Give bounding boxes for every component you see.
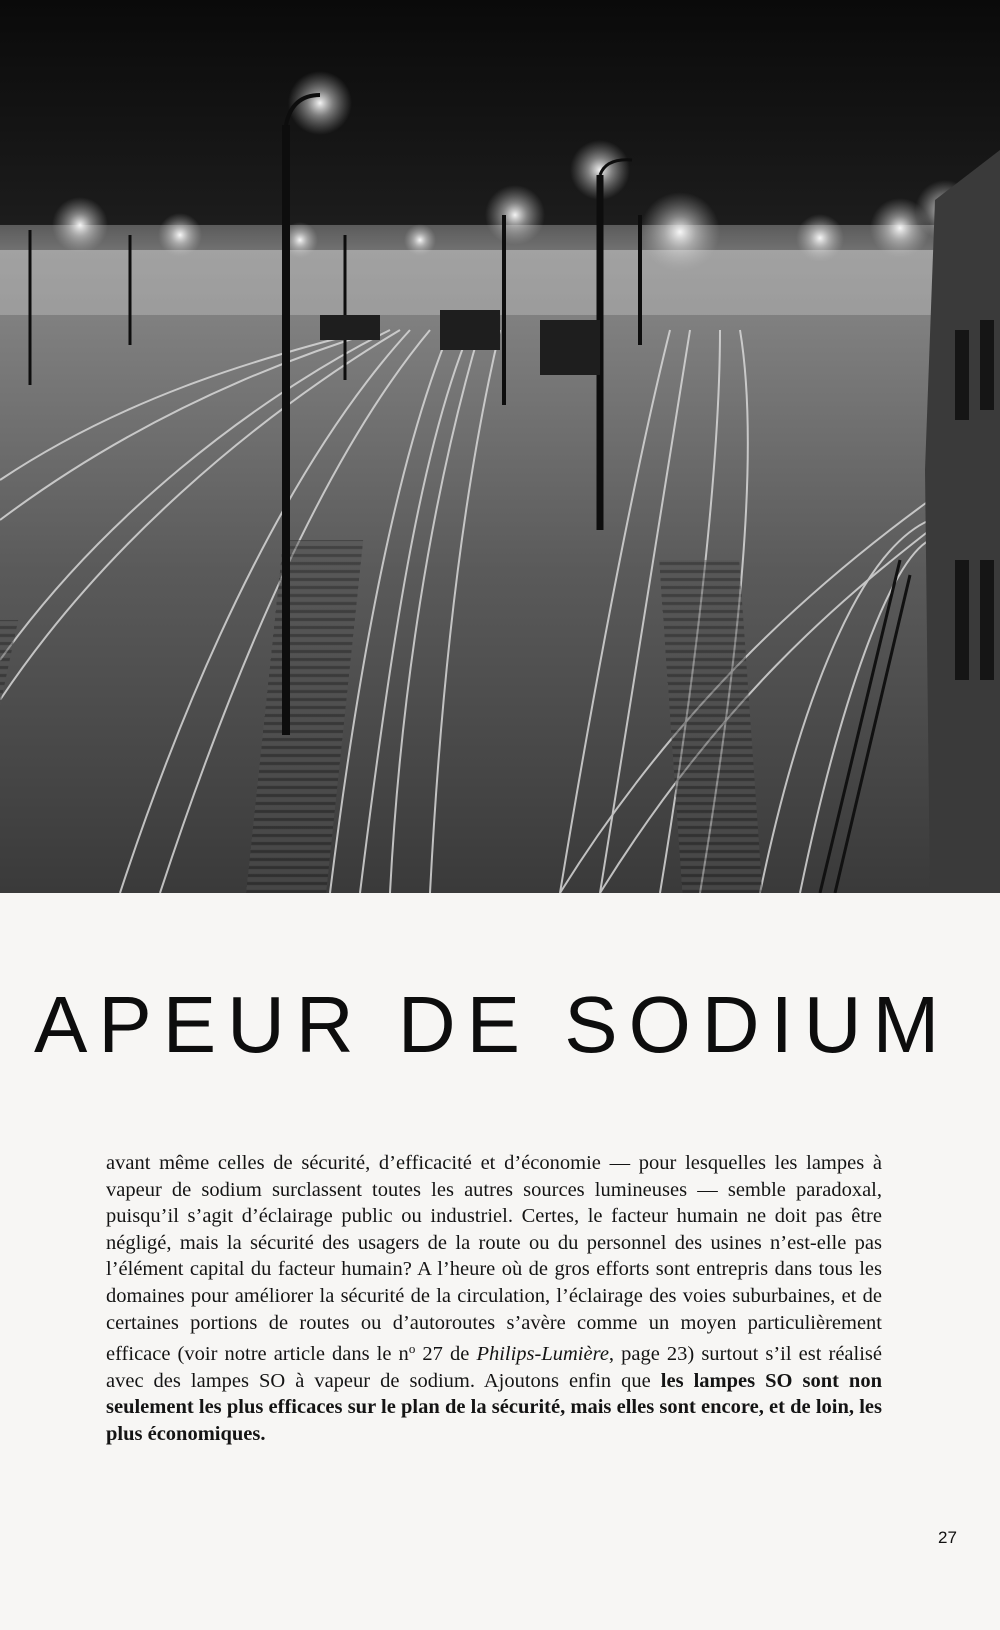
paragraph xyxy=(106,1150,882,1448)
superscript-o: o xyxy=(408,1341,416,1357)
page-number: 27 xyxy=(938,1528,957,1547)
publication-name: Philips-Lumière xyxy=(476,1343,609,1366)
paragraph-text: avant même celles de sécurité, d’efficacité et d’économie — pour lesquelles les lampes à vapeur de sodium surclassent toutes les autres sources lumineuses — semble paradoxal, puisqu’il s’agit d’éclairage public ou industriel. Certes, le facteur humain ne doit pas être négligé, mais la sécurité des usagers de la route ou du personnel des usines n’est-elle pas l’élément capital du facteur humain? A l’heure où de gros efforts sont entrepris dans tous les domaines pour améliorer la sécurité de la circulation, l’éclairage des voies suburbaines, et de certaines portions de routes ou d’autoroutes s’avère comme un moyen particulièrement efficace (voir notre article dans le n xyxy=(106,1152,882,1366)
article-body xyxy=(106,1150,882,1448)
article-title: APEUR DE SODIUM xyxy=(34,980,951,1069)
paragraph-text: , page 23) surtout s’il est réalisé avec des lampes SO à vapeur de sodium. Ajoutons enfin que xyxy=(106,1343,883,1392)
paragraph-text: 27 de xyxy=(415,1343,477,1366)
bold-statement: les lampes SO sont non seulement les plus efficaces sur le plan de la sécurité, mais elles sont encore, et de loin, les plus économiques. xyxy=(106,1369,882,1445)
